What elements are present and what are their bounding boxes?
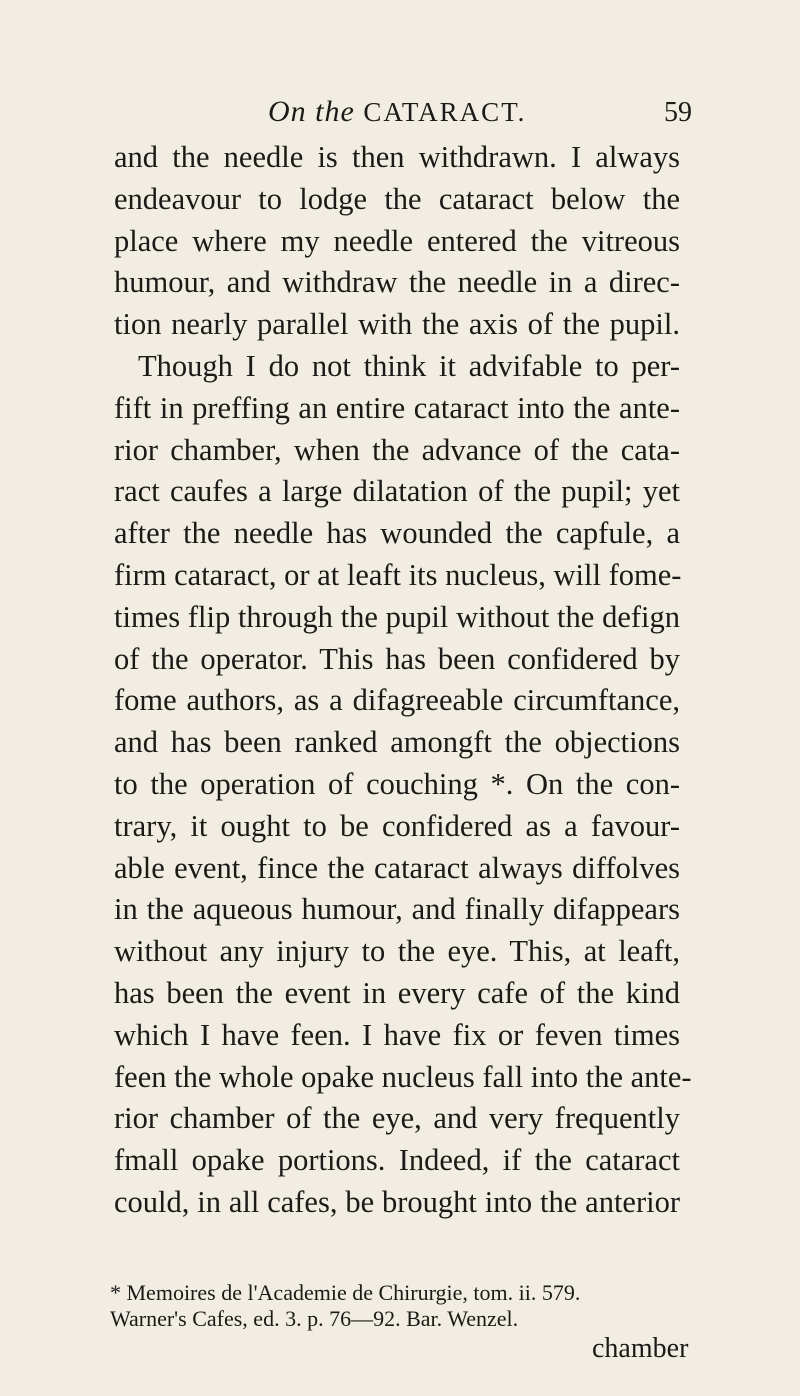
text-line: rior chamber of the eye, and very frequently [114,1101,680,1136]
text-line: fome authors, as a difagreeable circumftance, [114,683,680,718]
text-line: without any injury to the eye. This, at leaft, [114,934,680,969]
footnotes [110,1280,690,1332]
text-line: times flip through the pupil without the defign [114,599,680,634]
text-line: to the operation of couching *. On the con- [114,766,680,801]
text-line: and has been ranked amongft the objections [114,725,680,760]
catchword: chamber [592,1333,689,1364]
text-line: humour, and withdraw the needle in a direc- [114,265,680,300]
text-line: in the aqueous humour, and finally difappears [114,892,680,927]
running-head-italic: On the [268,95,355,128]
text-line: could, in all cafes, be brought into the anterior [114,1184,680,1219]
text-line: firm cataract, or at leaft its nucleus, will fome- [114,557,682,592]
footnote: Warner's Cafes, ed. 3. p. 76—92. Bar. Wenzel. [110,1306,519,1331]
running-head [268,95,526,129]
footnote: * Memoires de l'Academie de Chirurgie, tom. ii. 579. [110,1280,581,1305]
text-line: trary, it ought to be confidered as a favour- [114,808,680,843]
page-number: 59 [664,97,692,128]
text-line: and the needle is then withdrawn. I always [114,140,680,174]
text-line: endeavour to lodge the cataract below the [114,181,680,216]
text-line: has been the event in every cafe of the kind [114,975,680,1010]
text-line: rior chamber, when the advance of the cata- [114,432,680,467]
text-line: fift in preffing an entire cataract into the ante- [114,390,680,425]
body-text [114,137,692,1224]
text-line: ract caufes a large dilatation of the pupil; yet [114,474,680,509]
text-line: able event, fince the cataract always diffolves [114,850,680,885]
text-line: which I have feen. I have fix or feven times [114,1017,680,1052]
text-line: Though I do not think it advifable to per- [138,348,680,383]
text-line: place where my needle entered the vitreous [114,223,680,258]
page-header [0,95,800,135]
text-line: tion nearly parallel with the axis of the pupil. [114,307,680,342]
text-line: feen the whole opake nucleus fall into the ante- [114,1059,692,1094]
text-line: after the needle has wounded the capfule, a [114,516,680,551]
running-head-caps: CATARACT. [363,97,527,127]
text-line: fmall opake portions. Indeed, if the cataract [114,1143,680,1178]
text-line: of the operator. This has been confidered by [114,641,680,676]
